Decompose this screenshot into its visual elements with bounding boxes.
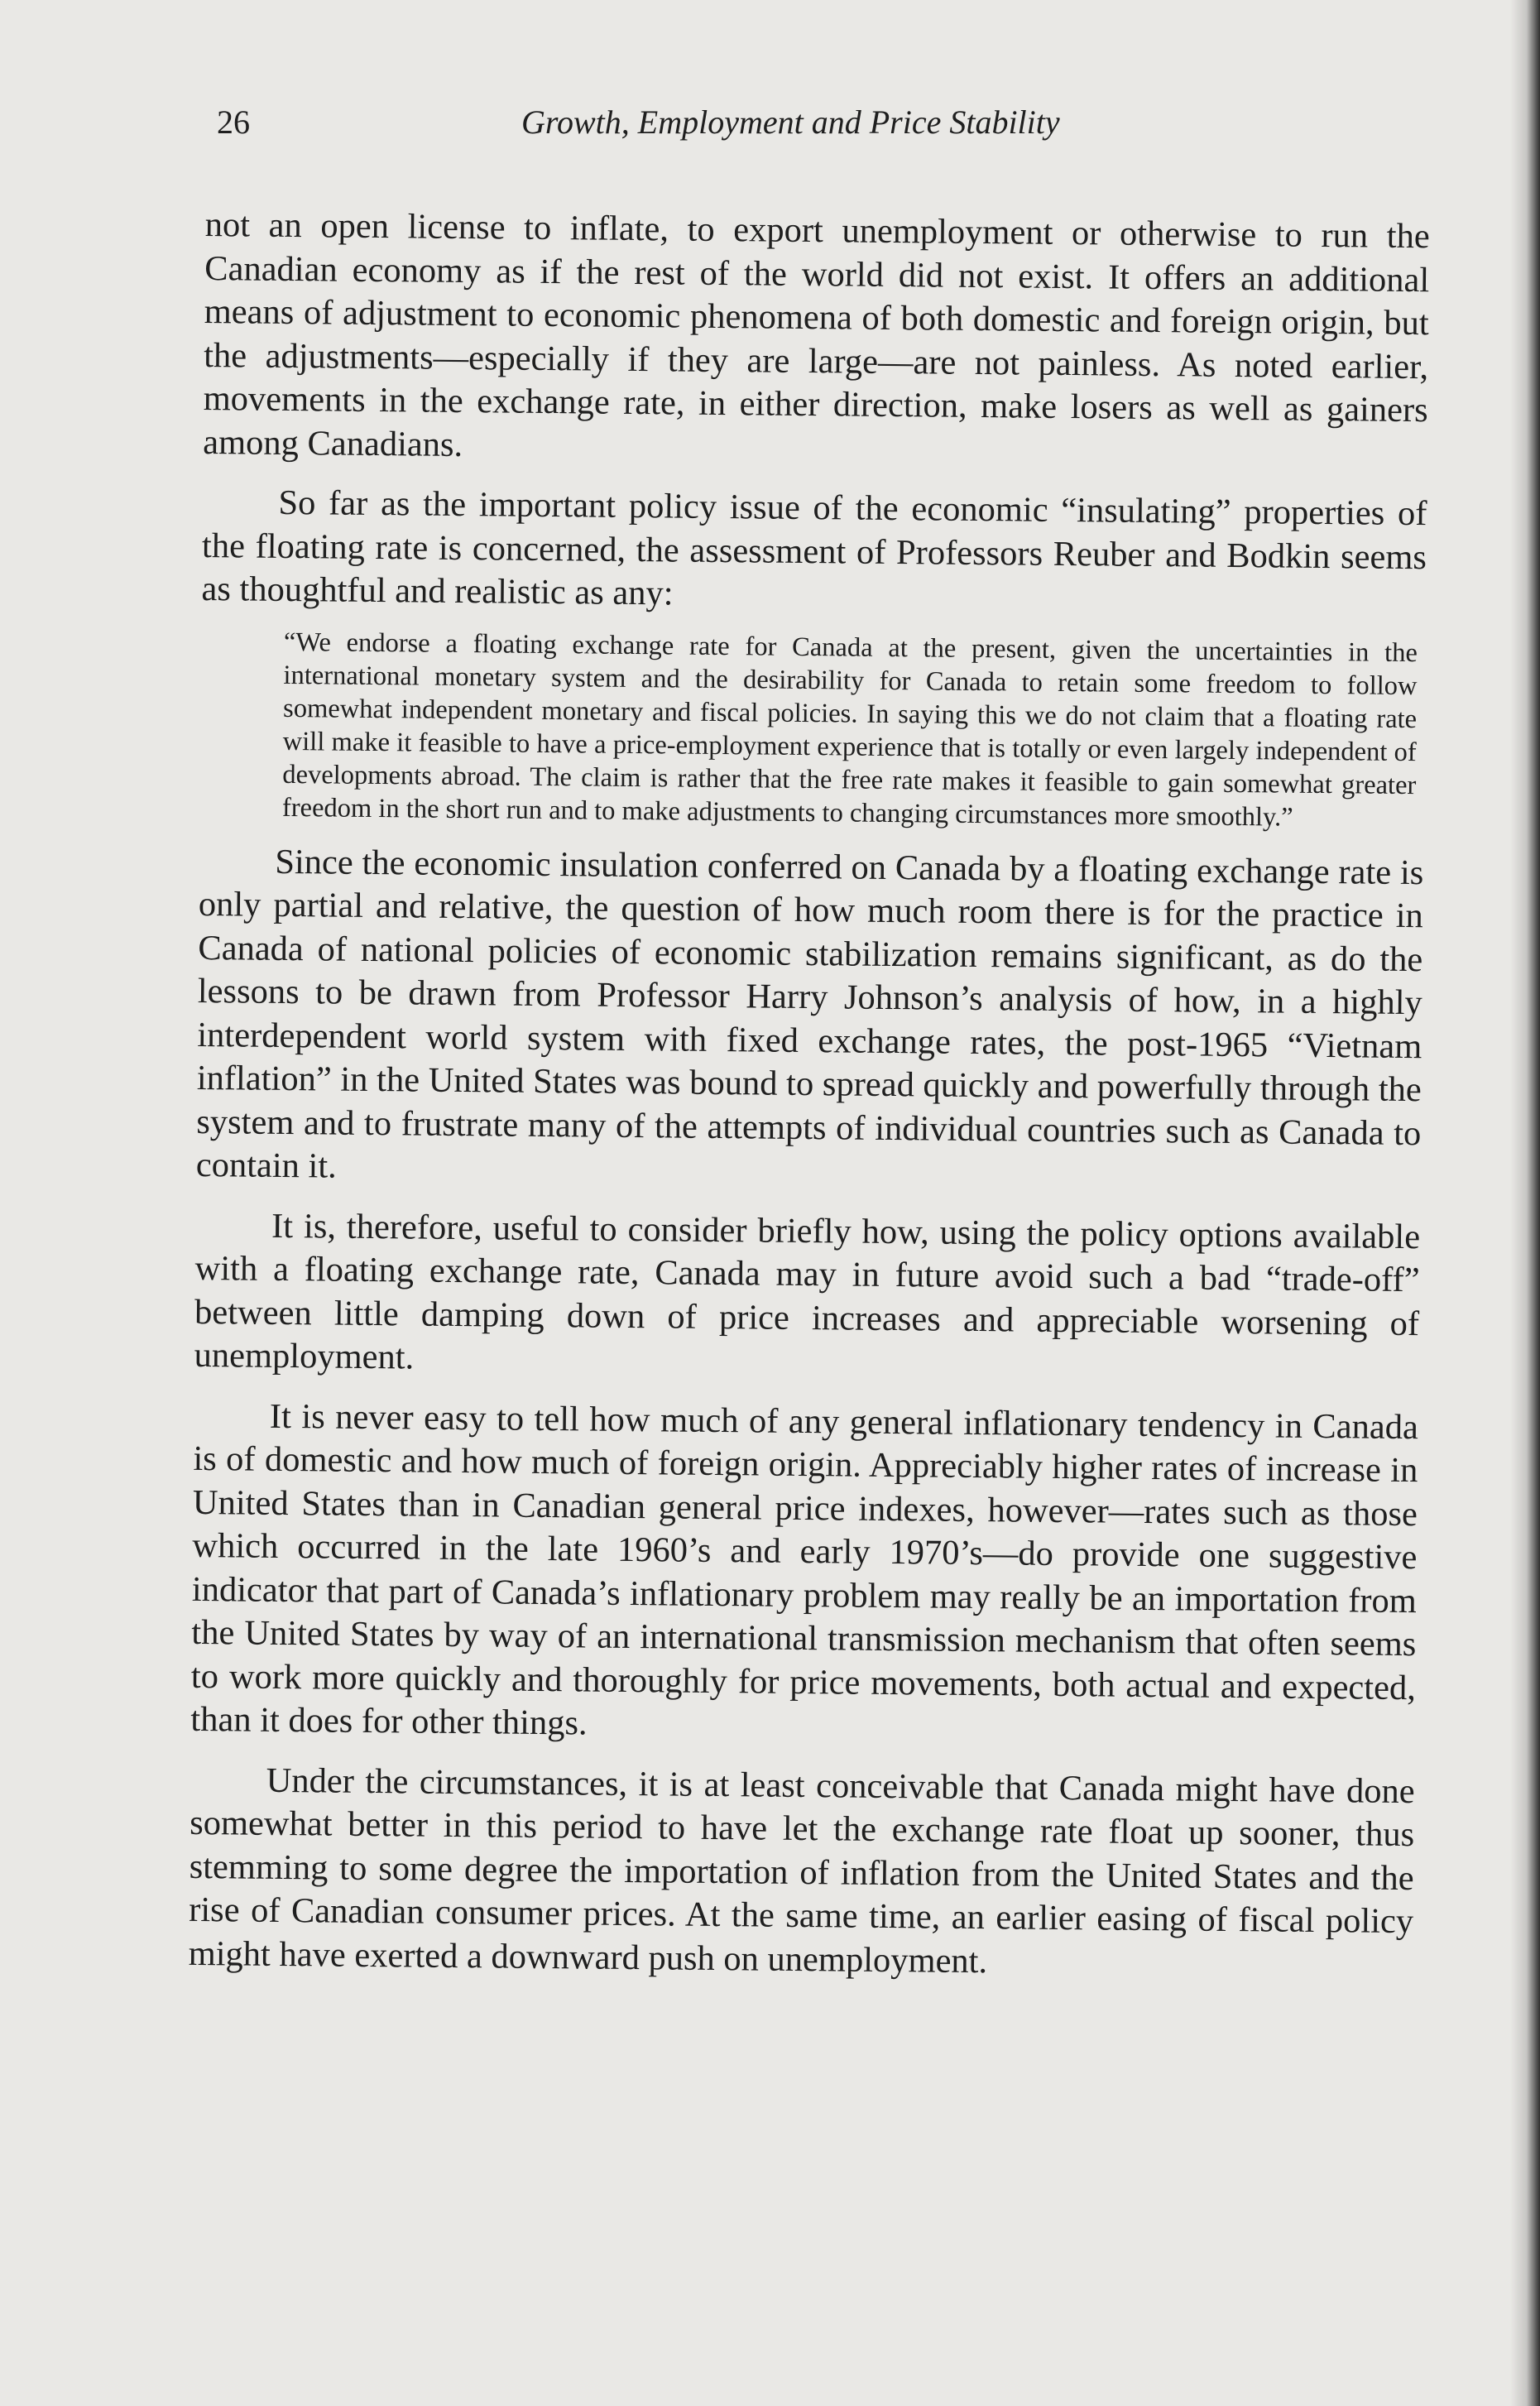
running-title: Growth, Employment and Price Stability [521,103,1060,141]
paragraph-continued: not an open license to inflate, to export unemployment or otherwise to run the Canadian economy as if the rest of the world did not exist. It offers an additional means of adjustment to economic phenomena of both domestic and foreign origin, but the adjustments—especially if they are large—are not painless. As noted earlier, movements in the exchange rate, in either direction, make losers as well as gainers among Canadians. [203,204,1430,464]
page-number: 26 [217,103,250,141]
paragraph-economic-insulation: Since the economic insulation conferred on Canada by a floating exchange rate is only partial and relative, the question of how much room there is for the practice in Canada of national policies of economic stabilization remains significant, as do the lessons to be drawn from Professor Harry Johnson’s analysis of how, in a highly interdependent world system with fixed exchange rates, the post-1965 “Vietnam inflation” in the United States was bound to spread quickly and powerfully through the system and to frustrate many of the attempts of individual countries such as Canada to contain it. [195,842,1424,1186]
paragraph-circumstances: Under the circumstances, it is at least conceivable that Canada might have done somewhat better in this period to have let the exchange rate float up sooner, thus stemming to some degree the importation of inflation from the United States and the rise of Canadian consumer prices. At the same time, an earlier easing of fiscal policy might have exerted a downward push on unemployment. [188,1760,1415,1981]
block-quotation: “We endorse a floating exchange rate for Canada at the present, given the uncertainties in the international monetary system and the desirability for Canada to retain some freedom to follow somewhat independent monetary and fiscal policies. In saying this we do not claim that a floating rate will make it feasible to have a price-employment experience that is totally or even largely independent of developments abroad. The claim is rather that the free rate makes it feasible to gain somewhat greater freedom in the short run and to make adjustments to changing circumstances more smoothly.” [281,627,1418,833]
body-text [188,204,1429,1987]
running-head [217,98,1127,147]
paragraph-insulating-properties: So far as the important policy issue of the economic “insulating” properties of the floating rate is concerned, the assessment of Professors Reuber and Bodkin seems as thoughtful and realistic as any: [201,483,1427,613]
page-edge-shadow [1510,0,1540,2406]
paragraph-policy-options: It is, therefore, useful to consider briefly how, using the policy options available with a floating exchange rate, Canada may in future avoid such a bad “trade-off” between little damping down of price increases and appreciable worsening of unemployment. [194,1206,1421,1377]
paragraph-inflation-origin: It is never easy to tell how much of any general inflationary tendency in Canada is of domestic and how much of foreign origin. Appreciably higher rates of increase in United States than in Canadian general price indexes, however—rates such as those which occurred in the late 1960’s and early 1970’s—do provide one suggestive indicator that part of Canada’s inflationary problem may really be an importation from the United States by way of an international transmission mechanism that often seems to work more quickly and thoroughly for price movements, both actual and expected, than it does for other things. [190,1396,1419,1743]
